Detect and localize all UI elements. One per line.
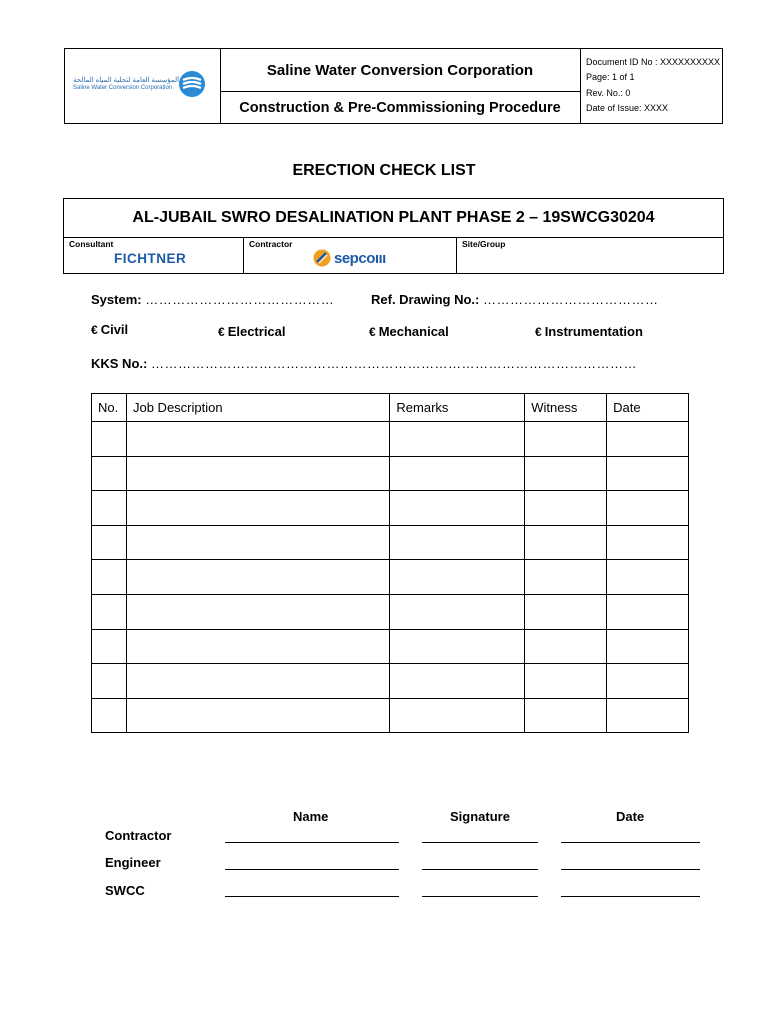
table-row xyxy=(92,491,689,526)
system-field[interactable] xyxy=(91,292,334,307)
project-name: AL-JUBAIL SWRO DESALINATION PLANT PHASE 2 – 19SWCG30204 xyxy=(64,199,723,238)
signoff-header-signature: Signature xyxy=(450,809,510,824)
consultant-label: Consultant xyxy=(69,239,114,249)
table-cell[interactable] xyxy=(92,698,127,733)
checkbox-instrumentation[interactable] xyxy=(535,324,643,339)
table-cell[interactable] xyxy=(390,664,525,699)
checkbox-glyph-icon: € xyxy=(218,325,225,339)
signoff-header-date: Date xyxy=(616,809,645,824)
table-cell[interactable] xyxy=(92,456,127,491)
table-cell[interactable] xyxy=(607,664,689,699)
table-cell[interactable] xyxy=(607,560,689,595)
page-title: ERECTION CHECK LIST xyxy=(292,162,476,179)
table-cell[interactable] xyxy=(390,594,525,629)
checkbox-label: Civil xyxy=(100,322,129,337)
checkbox-glyph-icon: € xyxy=(369,325,376,339)
contractor-cell xyxy=(244,238,457,273)
table-cell[interactable] xyxy=(126,560,389,595)
contractor-date-line[interactable] xyxy=(561,842,700,843)
table-row xyxy=(92,698,689,733)
sepco-logo-icon xyxy=(313,249,331,267)
document-header xyxy=(64,48,723,124)
table-cell[interactable] xyxy=(525,422,607,457)
swcc-name-line[interactable] xyxy=(225,896,399,897)
table-row xyxy=(92,664,689,699)
table-cell[interactable] xyxy=(607,594,689,629)
doc-id: Document ID No : XXXXXXXXXX xyxy=(586,57,721,67)
table-cell[interactable] xyxy=(390,525,525,560)
table-cell[interactable] xyxy=(525,456,607,491)
signoff-engineer-label: Engineer xyxy=(105,855,161,870)
checkbox-electrical[interactable] xyxy=(218,324,286,339)
checkbox-glyph-icon: € xyxy=(535,325,542,339)
table-cell[interactable] xyxy=(525,698,607,733)
checkbox-glyph-icon: € xyxy=(91,323,98,337)
table-cell[interactable] xyxy=(525,629,607,664)
table-cell[interactable] xyxy=(126,594,389,629)
table-cell[interactable] xyxy=(525,525,607,560)
table-cell[interactable] xyxy=(92,664,127,699)
engineer-date-line[interactable] xyxy=(561,869,700,870)
table-cell[interactable] xyxy=(126,456,389,491)
kks-dots: ……………………………………………………………………………………………… xyxy=(150,356,637,371)
system-dots: …………………………………… xyxy=(145,292,335,307)
project-box xyxy=(63,198,724,274)
table-cell[interactable] xyxy=(607,698,689,733)
header-title-cell xyxy=(220,49,581,123)
contractor-label: Contractor xyxy=(249,239,293,249)
checkbox-label: Mechanical xyxy=(378,324,449,339)
org-name: Saline Water Conversion Corporation xyxy=(220,49,580,92)
site-group-label: Site/Group xyxy=(462,239,506,249)
checkbox-mechanical[interactable] xyxy=(369,324,449,339)
table-row xyxy=(92,456,689,491)
ref-drawing-field[interactable] xyxy=(371,292,658,307)
document-meta xyxy=(586,55,720,116)
logo-cell xyxy=(65,49,221,123)
table-cell[interactable] xyxy=(92,422,127,457)
swcc-signature-line[interactable] xyxy=(422,896,538,897)
engineer-signature-line[interactable] xyxy=(422,869,538,870)
signoff-contractor-label: Contractor xyxy=(105,828,172,843)
table-cell[interactable] xyxy=(525,664,607,699)
engineer-name-line[interactable] xyxy=(225,869,399,870)
swcc-logo-icon xyxy=(178,70,206,98)
contractor-signature-line[interactable] xyxy=(422,842,538,843)
logo-arabic-text: المؤسسة العامة لتحلية المياه المالحة xyxy=(73,77,180,84)
table-row xyxy=(92,525,689,560)
table-cell[interactable] xyxy=(126,698,389,733)
procedure-title: Construction & Pre-Commissioning Procedure xyxy=(239,99,561,116)
col-job-description: Job Description xyxy=(126,394,389,422)
consultant-cell xyxy=(64,238,244,273)
site-group-cell xyxy=(457,238,723,273)
table-cell[interactable] xyxy=(607,491,689,526)
table-header-row xyxy=(92,394,689,422)
col-witness: Witness xyxy=(525,394,607,422)
table-row xyxy=(92,422,689,457)
table-row xyxy=(92,629,689,664)
table-cell[interactable] xyxy=(126,422,389,457)
table-cell[interactable] xyxy=(92,560,127,595)
table-cell[interactable] xyxy=(390,456,525,491)
table-cell[interactable] xyxy=(126,629,389,664)
table-cell[interactable] xyxy=(126,664,389,699)
table-row xyxy=(92,560,689,595)
system-label: System: xyxy=(91,292,142,307)
table-cell[interactable] xyxy=(92,629,127,664)
table-cell[interactable] xyxy=(607,629,689,664)
logo-english-text: Saline Water Conversion Corporation xyxy=(73,85,173,91)
table-cell[interactable] xyxy=(390,698,525,733)
signoff-header-name: Name xyxy=(293,809,329,824)
col-remarks: Remarks xyxy=(390,394,525,422)
table-cell[interactable] xyxy=(390,422,525,457)
table-cell[interactable] xyxy=(607,525,689,560)
table-row xyxy=(92,594,689,629)
table-cell[interactable] xyxy=(390,629,525,664)
signoff-swcc-label: SWCC xyxy=(105,883,145,898)
table-cell[interactable] xyxy=(390,491,525,526)
swcc-date-line[interactable] xyxy=(561,896,700,897)
table-cell[interactable] xyxy=(390,560,525,595)
table-cell[interactable] xyxy=(525,594,607,629)
ref-drawing-dots: ………………………………… xyxy=(482,292,659,307)
checkbox-label: Instrumentation xyxy=(544,324,643,339)
checkbox-label: Electrical xyxy=(227,324,286,339)
contractor-name-line[interactable] xyxy=(225,842,399,843)
col-date: Date xyxy=(607,394,689,422)
table-cell[interactable] xyxy=(525,491,607,526)
table-cell[interactable] xyxy=(607,422,689,457)
col-no: No. xyxy=(92,394,127,422)
ref-drawing-label: Ref. Drawing No.: xyxy=(371,292,480,307)
checkbox-civil[interactable] xyxy=(91,322,128,337)
table-cell[interactable] xyxy=(607,456,689,491)
kks-field[interactable] xyxy=(91,356,637,371)
table-cell[interactable] xyxy=(525,560,607,595)
issue-date: Date of Issue: XXXX xyxy=(586,102,669,113)
contractor-logo xyxy=(313,249,386,267)
table-cell[interactable] xyxy=(92,594,127,629)
table-cell[interactable] xyxy=(126,525,389,560)
table-cell[interactable] xyxy=(126,491,389,526)
consultant-logo: FICHTNER xyxy=(114,251,187,266)
contractor-logo-text: sepcoııı xyxy=(334,249,386,267)
table-cell[interactable] xyxy=(92,525,127,560)
kks-label: KKS No.: xyxy=(91,356,148,371)
revision: Rev. No.: 0 xyxy=(586,87,631,98)
table-cell[interactable] xyxy=(92,491,127,526)
job-table xyxy=(91,393,689,733)
page-number: Page: 1 of 1 xyxy=(586,72,635,83)
